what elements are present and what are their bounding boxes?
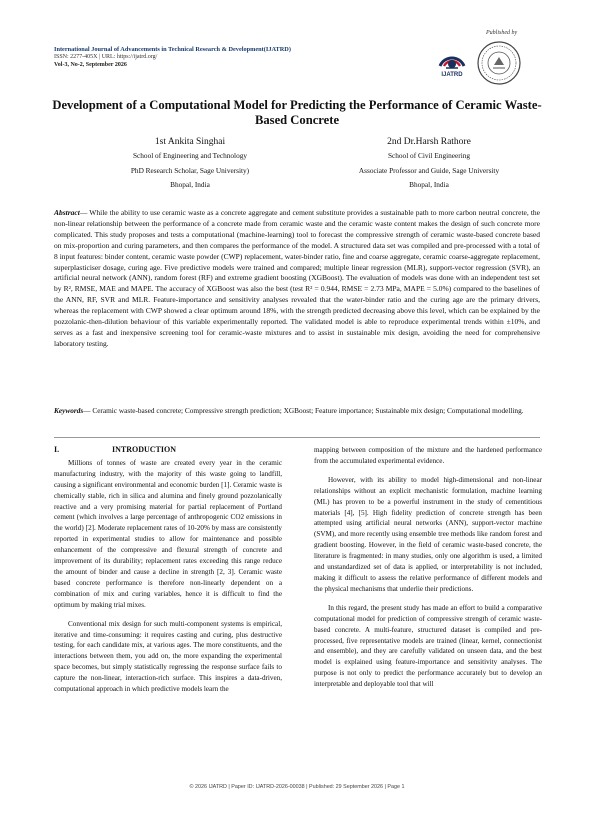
keywords [54, 406, 540, 417]
author-name: 2nd Dr.Harsh Rathore [387, 137, 471, 147]
section-number: I. [54, 445, 60, 454]
author-block-1 [75, 135, 305, 193]
paragraph: In this regard, the present study has made an effort to build a comparative computational model for prediction of compressive strength of ceramic waste-based concrete. A multi-feature, structured dataset is compiled and pre-processed, five representative models are trained (linear, kernel, connectionist and ensemble), and they are carefully validated on unseen data, and the best model is explained using feature-importance and sensitivity analyses. The purpose is not only to predict the performance accurately but to develop an interpretable and deployable tool that will [314, 603, 542, 689]
published-by-label: Published by [486, 30, 518, 36]
volume-line: Vol-3, No-2, September 2026 [54, 62, 127, 68]
paragraph: Millions of tonnes of waste are created every year in the ceramic manufacturing industry, with the majority of this waste going to landfill, causing a significant environmental and economic burden [1]. Ceramic waste is chemically stable, rich in silica and alumina and finely ground pozzolanically reactive and a very promising material for partial replacement of Portland cement (which involves a large percentage of anthropogenic CO2 emissions in the world) [2]. Moderate replacement rates of 10-20% by mass are consistently reported in experimental studies to allow for maintenance and possible enhancement of the compressive and flexural strength of concrete and improvement of its durability; replacement rates exceeding this range reduce the amount of binder and cause a decline in strength [2, 3]. Ceramic waste based concrete performance is therefore non-linearly dependent on a combination of mix and curing variables, hence it is difficult to find the optimum by making trial mixes. [54, 458, 282, 609]
logo-text: IJATRD [441, 72, 463, 78]
keywords-label: Keywords [54, 406, 84, 415]
divider [54, 437, 540, 438]
paper-title: Development of a Computational Model for Predicting the Performance of Ceramic Waste-Based Concrete [52, 98, 542, 127]
abstract-text: — While the ability to use ceramic waste as a concrete aggregate and cement substitute provides a sustainable path to more carbon neutral concrete, the non-linear relationship between the performance of a concrete made from ceramic waste and the ceramic waste content makes the design of such concrete more complicated. This study proposes and tests a computational (machine-learning) tool to forecast the compressive strength of ceramic waste-based concrete based on mix-proportion and curing parameters, and then compares the performance of the model. A structured data set was compiled and pre-processed with a total of 8 input features: binder content, ceramic waste powder (CWP) replacement, water-binder ratio, fine and coarse aggregate, ceramic coarse-aggregate replacement, superplasticiser dosage, curing age. Five predictive models were trained and compared; multiple linear regression (MLR), support-vector regression (SVR), an artificial neural network (ANN), random forest (RF) and extreme gradient boosting (XGBoost). The evaluation of models was done with an independent test set by R², RMSE, MAE and MAPE. The accuracy of XGBoost was also the best (test R² = 0.944, RMSE = 2.73 MPa, MAPE = 5.0%) compared to the baselines of the ANN, RF, SVR and MLR. Feature-importance and sensitivity analyses revealed that the water-binder ratio and the curing age are the primary drivers, whereas the replacement with CWP showed a clear optimum around 18%, with the strength predicted decreasing above this level, which can be explained by the pozzolanic-then-dilution behaviour of this variable experimentally reported. The validated model is able to reproduce experimental trends within ±10%, and serves as a fast and inexpensive screening tool for ceramic-waste mixtures and to assist in sustainable mix design, avoiding the need for comprehensive laboratory testing. [54, 208, 540, 348]
author-block-2 [314, 135, 544, 193]
left-column [54, 445, 282, 703]
journal-name: International Journal of Advancements in Technical Research & Development(IJATRD) [54, 46, 291, 53]
issn-line: ISSN: 2277-405X | URL: https://ijatrd.org/ [54, 54, 158, 60]
paragraph: However, with its ability to model high-dimensional and non-linear relationships without an explicit mechanistic formulation, machine learning (ML) has proven to be a powerful instrument in the study of cementitious materials [4], [5]. High fidelity prediction of concrete strength has been attempted using artificial neural networks (ANN), support-vector machine (SVM), and more recently using ensemble tree methods like random forest and gradient boosting. However, in the field of ceramic waste-based concrete, the literature is fragmented: in many studies, only one algorithm is used, a limited and unstandardized set of data is applied, or interpretability is not included, making it difficult to assess the relative performance of different models and the physical mechanisms that underlie their predictions. [314, 475, 542, 593]
publisher-seal-icon [476, 40, 522, 86]
author-role: Associate Professor and Guide, Sage University [358, 165, 500, 175]
author-role: PhD Research Scholar, Sage University) [130, 165, 250, 175]
abstract-label: Abstract [54, 208, 80, 217]
abstract [54, 208, 540, 350]
page-footer: © 2026 IJATRD | Paper ID: IJATRD-2026-00038 | Published: 29 September 2026 | Page 1 [189, 784, 405, 790]
author-affiliation: School of Engineering and Technology [132, 151, 248, 161]
author-location: Bhopal, India [409, 180, 449, 190]
paragraph: mapping between composition of the mixture and the hardened performance from the accumulated experimental evidence. [314, 446, 542, 465]
author-location: Bhopal, India [170, 180, 210, 190]
journal-header [54, 46, 374, 69]
section-title: INTRODUCTION [112, 445, 177, 454]
author-affiliation: School of Civil Engineering [387, 151, 471, 161]
author-name: 1st Ankita Singhai [154, 137, 226, 147]
paragraph: Conventional mix design for such multi-component systems is empirical, iterative and time-consuming: it requires casting and curing, plus destructive testing, for each candidate mix, at various ages. The more constituents, and the interactions between them, you add on, the more expanding the experimental space becomes, but simply statistically regressing the response surface fails to capture the non-linear, interaction-rich surface. This inspires a data-driven, computational approach in which predictive models learn the [54, 619, 282, 694]
section-heading [54, 445, 282, 456]
keywords-text: — Ceramic waste-based concrete; Compressive strength prediction; XGBoost; Feature importance; Sustainable mix design; Computational modelling. [83, 406, 524, 415]
right-column [314, 445, 542, 698]
